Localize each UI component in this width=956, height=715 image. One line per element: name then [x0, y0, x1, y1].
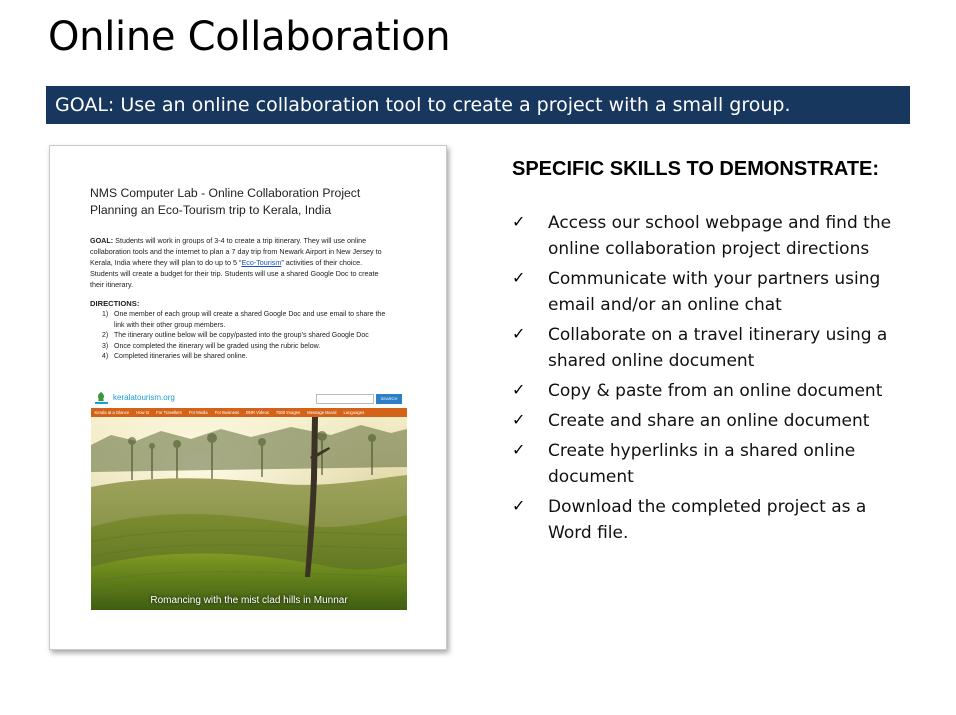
website-nav-item[interactable]: How to	[136, 410, 150, 415]
skill-item	[512, 210, 912, 262]
website-nav-item[interactable]: Languages	[343, 410, 365, 415]
photo-caption: Romancing with the mist clad hills in Munnar	[150, 595, 348, 606]
skill-item	[512, 494, 912, 546]
checkmark-icon: ✓	[512, 324, 526, 343]
website-nav-bar	[91, 408, 407, 417]
skill-text: Copy & paste from an online document	[548, 381, 883, 401]
document-goal-paragraph	[90, 235, 390, 290]
checkmark-icon: ✓	[512, 268, 526, 287]
skill-text: Communicate with your partners using email and/or an online chat	[548, 269, 881, 315]
direction-item	[102, 342, 392, 353]
skill-item	[512, 408, 912, 434]
skill-item	[512, 438, 912, 490]
website-search-input[interactable]	[316, 394, 374, 404]
website-nav-item[interactable]: For Media	[188, 410, 208, 415]
document-thumbnail	[49, 145, 447, 650]
document-title: NMS Computer Lab - Online Collaboration Project	[90, 186, 361, 200]
skill-text: Create hyperlinks in a shared online document	[548, 441, 856, 487]
document-goal-text-1: Students will work in groups of 3-4 to create a trip itinerary. They will use online collaboration tools and the internet to plan a 7 day trip from Newark Airport in New Jersey to Kerala, India where they will plan to do up to 5 “	[90, 236, 382, 267]
direction-number: 3)	[102, 342, 109, 350]
eco-tourism-link[interactable]: Eco-Tourism	[241, 258, 282, 267]
direction-text: Once completed the itinerary will be graded using the rubric below.	[114, 342, 321, 350]
document-subtitle: Planning an Eco-Tourism trip to Kerala, India	[90, 203, 332, 217]
direction-item	[102, 310, 392, 331]
website-nav-item[interactable]: For Travellers	[156, 410, 182, 415]
checkmark-icon: ✓	[512, 440, 526, 459]
skill-text: Download the completed project as a Word file.	[548, 497, 867, 543]
tea-hills-landscape-image	[91, 417, 407, 610]
website-search-button[interactable]: SEARCH	[376, 394, 402, 404]
document-goal-label: GOAL:	[90, 236, 114, 245]
direction-text: Completed itineraries will be shared online.	[114, 353, 248, 360]
website-name[interactable]: keralatourism.org	[113, 393, 175, 402]
direction-item	[102, 331, 392, 342]
munnar-hills-photo	[91, 417, 407, 610]
website-nav-item[interactable]: 7500 Images	[275, 410, 301, 415]
direction-item	[102, 352, 392, 363]
website-nav-item[interactable]: Kerala at a Glance	[94, 410, 130, 415]
skill-item	[512, 322, 912, 374]
kerala-logo-icon	[94, 391, 109, 405]
skill-text: Create and share an online document	[548, 411, 870, 431]
direction-text: One member of each group will create a shared Google Doc and use email to share the link with their other group members.	[114, 311, 386, 329]
checkmark-icon: ✓	[512, 212, 526, 231]
checkmark-icon: ✓	[512, 380, 526, 399]
skill-item	[512, 266, 912, 318]
skills-heading: SPECIFIC SKILLS TO DEMONSTRATE:	[512, 158, 880, 180]
directions-heading: DIRECTIONS:	[90, 299, 140, 308]
direction-text: The itinerary outline below will be copy/pasted into the group’s shared Google Doc	[114, 332, 369, 339]
direction-number: 2)	[102, 332, 109, 339]
skill-item	[512, 378, 912, 404]
skill-text: Collaborate on a travel itinerary using a shared online document	[548, 325, 888, 371]
directions-list	[102, 310, 392, 363]
goal-banner: GOAL: Use an online collaboration tool to create a project with a small group.	[46, 86, 910, 124]
website-nav-item[interactable]: Message Board	[307, 410, 337, 415]
checkmark-icon: ✓	[512, 410, 526, 429]
website-nav-item[interactable]: BNR Videos	[246, 410, 269, 415]
document-goal-text-2: ” activities of their choice. Students will create a budget for their trip. Students will use a shared Google Doc to create their itinerary.	[90, 258, 379, 289]
skill-text: Access our school webpage and find the online collaboration project directions	[548, 213, 892, 259]
skills-list	[512, 210, 912, 550]
direction-number: 4)	[102, 353, 109, 360]
direction-number: 1)	[102, 311, 109, 318]
slide-title: Online Collaboration	[48, 14, 451, 60]
checkmark-icon: ✓	[512, 496, 526, 515]
website-header	[94, 391, 406, 407]
website-nav-item[interactable]: For Business	[214, 410, 240, 415]
